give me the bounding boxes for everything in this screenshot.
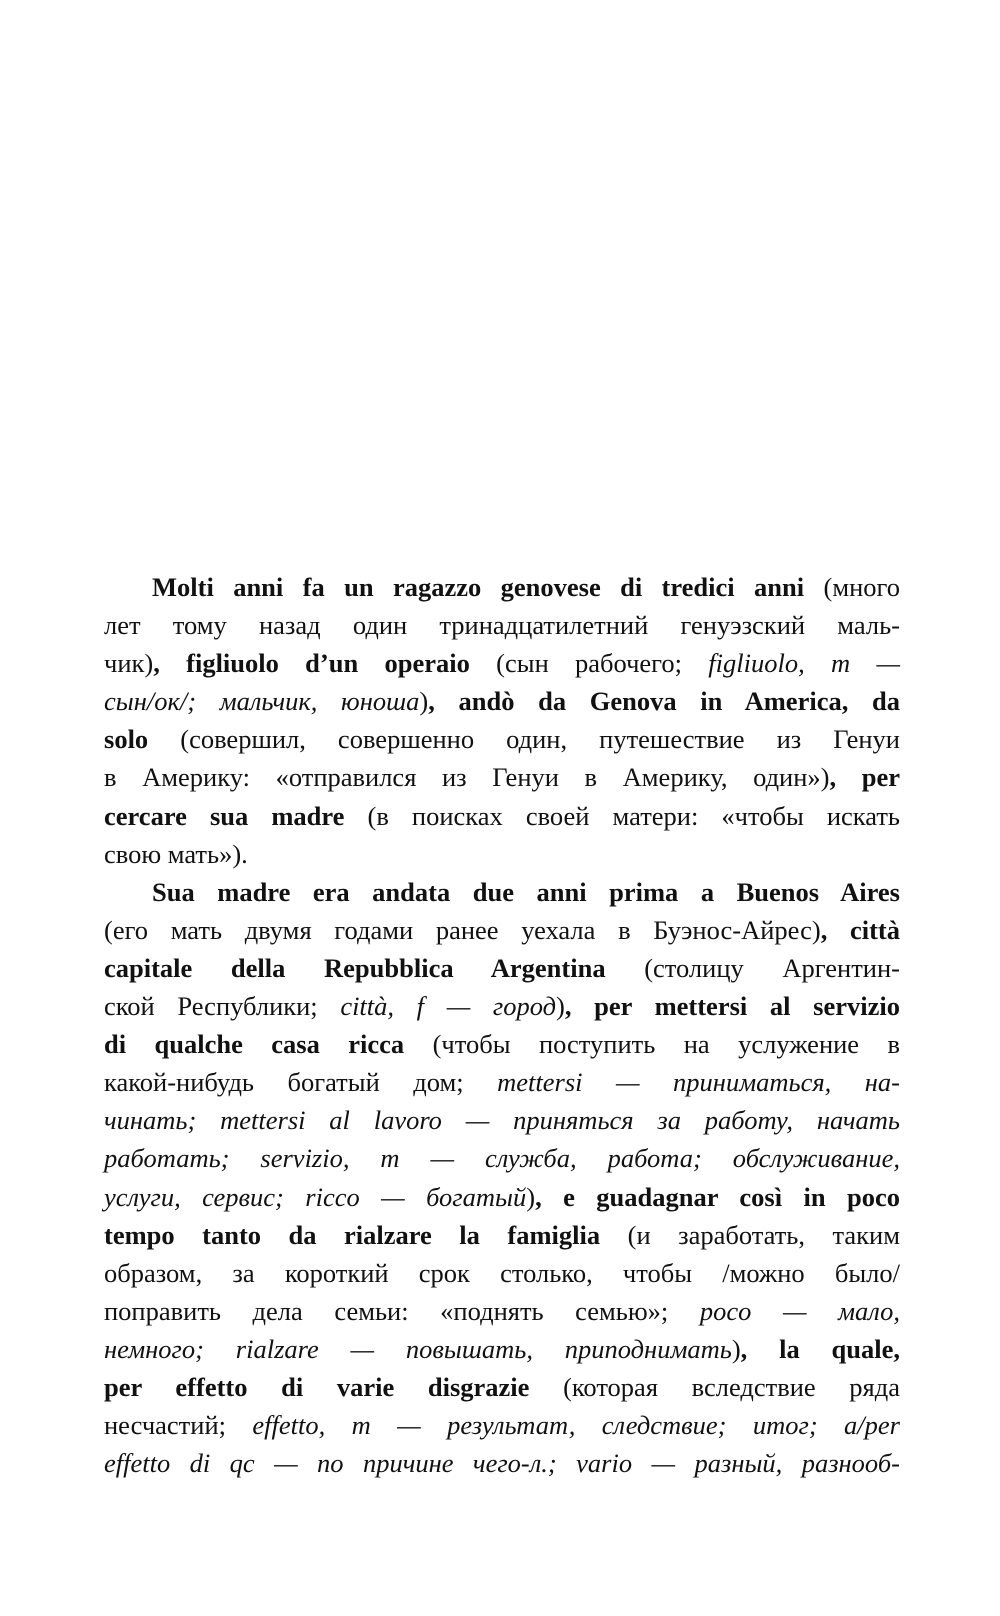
paragraph [104,568,900,873]
translation-text: ) [556,991,565,1022]
translation-text: свою мать»). [104,838,248,869]
text-line [104,1101,900,1139]
translation-text: (совершил, совершенно один, путешествие из Генуи [148,724,900,755]
glossary-note: сын/ок/; мальчик, юноша [104,686,420,717]
italian-phrase: , e guadagnar così in poco [535,1181,900,1212]
translation-text: в Америку: «отправился из Генуи в Америку, один») [104,762,830,793]
italian-phrase: Sua madre era andata due anni prima a Buenos Aires [152,876,900,907]
translation-text: (его мать двумя годами ранее уехала в Буэнос-Айрес) [104,914,821,945]
glossary-note: effetto di qc — по причине чего-л.; vario — разный, разнооб- [104,1448,900,1479]
glossary-note: чинать; mettersi al lavoro — приняться за работу, начать [104,1105,900,1136]
italian-phrase: per effetto di varie disgrazie [104,1371,530,1402]
translation-text: (в поисках своей матери: «чтобы искать [344,800,900,831]
glossary-note: услуги, сервис; ricco — богатый [104,1181,527,1212]
italian-phrase: di qualche casa ricca [104,1029,405,1060]
main-text [104,568,900,1482]
italian-phrase: , per [829,762,900,793]
translation-text: (и заработать, таким [600,1219,900,1250]
translation-text: поправить дела семьи: «поднять семью»; [104,1295,700,1326]
text-line [104,1063,900,1101]
glossary-note: немного; rialzare — повышать, приподнимать [104,1333,732,1364]
text-line [104,835,900,873]
translation-text: (сын рабочего; [469,648,709,679]
text-line [104,682,900,720]
text-line [104,1025,900,1063]
italian-phrase: , la quale, [740,1333,900,1364]
translation-text: образом, за короткий срок столько, чтобы /можно было/ [104,1257,900,1288]
italian-phrase: capitale della Repubblica Argentina [104,952,606,983]
italian-phrase: , andò da Genova in America, da [428,686,900,717]
italian-phrase: Molti anni fa un ragazzo genovese di tredici anni [152,572,805,602]
translation-text: какой-нибудь богатый дом; [104,1067,498,1098]
translation-text: лет тому назад один тринадцатилетний генуэзский маль- [104,610,900,641]
glossary-note: città, f — город [340,991,557,1022]
italian-phrase: solo [104,724,149,755]
glossary-note: mettersi — приниматься, на- [497,1067,900,1098]
translation-text: ской Республики; [104,991,341,1022]
text-line [104,1406,900,1444]
italian-phrase: , per mettersi al servizio [564,991,900,1022]
glossary-note: poco — мало, [699,1295,900,1326]
italian-phrase: cercare sua madre [104,800,345,831]
text-line [104,1330,900,1368]
text-line [104,949,900,987]
glossary-note: effetto, m — результат, следствие; итог; a/per [252,1410,900,1441]
text-line [104,1292,900,1330]
text-line [104,606,900,644]
italian-phrase: tempo tanto da rialzare la famiglia [104,1219,601,1250]
text-line [104,568,900,606]
translation-text: чик) [104,648,154,679]
text-line [104,873,900,911]
text-line [104,987,900,1025]
translation-text: (столицу Аргентин- [605,952,900,983]
text-line [104,1216,900,1254]
text-line [104,1254,900,1292]
text-line [104,1139,900,1177]
text-line [104,911,900,949]
translation-text: ) [419,686,429,717]
text-line [104,797,900,835]
text-line [104,758,900,796]
text-line [104,720,900,758]
text-line [104,1444,900,1482]
translation-text: несчастий; [104,1410,253,1441]
glossary-note: работать; servizio, m — служба, работа; обслуживание, [104,1143,900,1174]
glossary-note: figliuolo, m — [708,648,901,679]
text-line [104,644,900,682]
italian-phrase: , figliuolo d’un operaio [153,648,470,679]
translation-text: (которая вследствие ряда [529,1371,900,1402]
translation-text: ) [526,1181,536,1212]
translation-text: ) [731,1333,741,1364]
translation-text: (много [804,572,900,602]
text-line [104,1178,900,1216]
paragraph [104,873,900,1483]
italian-phrase: , città [820,914,900,945]
text-line [104,1368,900,1406]
translation-text: (чтобы поступить на услужение в [404,1029,900,1060]
